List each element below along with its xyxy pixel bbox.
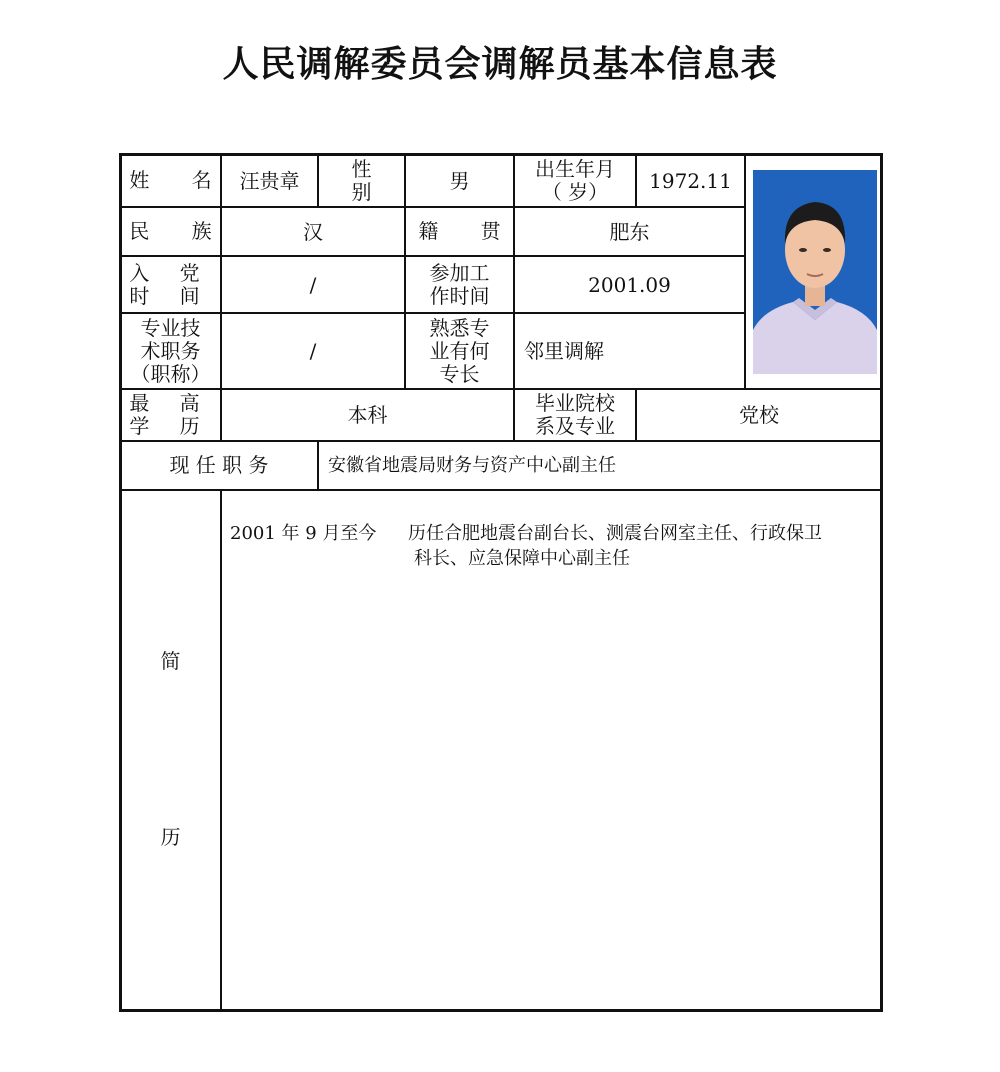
birth-label: 出生年月 （ 岁） — [535, 156, 615, 204]
expertise-value: 邻里调解 — [524, 339, 604, 363]
column-divider — [317, 440, 319, 489]
portrait-photo — [753, 170, 877, 374]
ethnicity-value: 汉 — [303, 219, 323, 244]
column-divider — [220, 489, 222, 1012]
resume-label-2: 历 — [160, 825, 181, 849]
column-divider — [744, 153, 746, 388]
native-place-value: 肥东 — [609, 219, 650, 244]
resume-period: 2001 年 9 月至今 — [230, 523, 377, 544]
resume-label-1: 简 — [160, 649, 181, 673]
party-time-value: / — [309, 272, 317, 297]
current-position-label: 现 任 职 务 — [169, 453, 269, 477]
tech-title-value: / — [309, 339, 317, 363]
school-value: 党校 — [739, 403, 779, 427]
portrait-image — [753, 170, 877, 374]
resume-detail-line-1: 历任合肥地震台副台长、测震台网室主任、行政保卫 — [408, 523, 822, 544]
ethnicity-label: 民 族 — [129, 219, 230, 243]
resume-detail-line-2: 科长、应急保障中心副主任 — [414, 548, 630, 569]
tech-title-label: 专业技 术职务 （职称） — [130, 315, 211, 386]
native-place-label: 籍 贯 — [418, 219, 519, 243]
work-time-value: 2001.09 — [588, 272, 671, 297]
name-value: 汪贵章 — [239, 168, 300, 193]
row-divider — [119, 489, 883, 491]
education-label: 最 高 学 历 — [129, 391, 212, 438]
birth-value: 1972.11 — [649, 168, 732, 193]
education-value: 本科 — [347, 403, 388, 427]
expertise-label: 熟悉专 业有何 专长 — [429, 315, 490, 386]
school-label: 毕业院校 系及专业 — [535, 391, 615, 438]
party-time-label: 入 党 时 间 — [129, 260, 212, 308]
gender-label: 性 别 — [351, 156, 372, 204]
current-position-value: 安徽省地震局财务与资产中心副主任 — [328, 454, 616, 476]
form-title: 人民调解委员会调解员基本信息表 — [222, 44, 778, 85]
work-time-label: 参加工 作时间 — [429, 260, 490, 308]
name-label: 姓 名 — [129, 168, 230, 192]
gender-value: 男 — [449, 168, 470, 193]
